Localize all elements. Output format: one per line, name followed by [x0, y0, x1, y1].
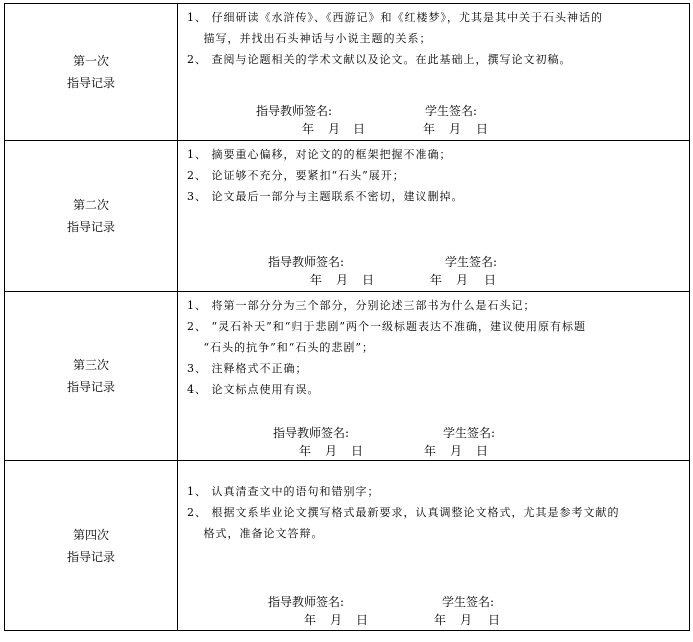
teacher-date-month: 月: [325, 444, 338, 458]
record-label-4: [5, 461, 178, 631]
student-date-day: 日: [476, 444, 489, 458]
record-label-ordinal: 第三次: [72, 358, 109, 372]
record-items-4: [178, 461, 689, 544]
student-signature-label: 学生签名:: [425, 104, 478, 118]
record-label-title: 指导记录: [66, 549, 115, 564]
record-item: 格式，准备论文答辩。: [187, 527, 324, 540]
record-content-3: [178, 292, 690, 461]
teacher-signature-label: 指导教师签名:: [256, 104, 333, 118]
student-date-day: 日: [476, 122, 489, 136]
teacher-date-year: 年: [310, 273, 323, 287]
teacher-date-year: 年: [299, 444, 312, 458]
record-item: 1、 摘要重心偏移，对论文的的框架把握不准确；: [187, 148, 452, 161]
record-item: “石头的抗争”和“石头的悲剧”；: [187, 341, 374, 354]
record-item: 2、 “灵石补天”和“归于悲剧”两个一级标题表达不准确，建议使用原有标题: [187, 320, 586, 333]
record-label-title: 指导记录: [66, 380, 115, 394]
teacher-signature-label: 指导教师签名:: [273, 426, 350, 440]
teacher-date-year: 年: [304, 613, 317, 627]
record-label-2: [5, 141, 178, 292]
record-row-1: [5, 4, 690, 141]
record-content-2: [178, 141, 690, 292]
teacher-date-day: 日: [356, 613, 369, 627]
record-items-3: [178, 292, 689, 400]
record-item: 3、 论文最后一部分与主题联系不密切，建议删掉。: [187, 190, 464, 203]
student-date-month: 月: [456, 273, 469, 287]
record-content-1: [178, 4, 690, 141]
record-item: 描写，并找出石头神话与小说主题的关系；: [187, 32, 432, 45]
student-date-day: 日: [488, 613, 501, 627]
record-label-title: 指导记录: [66, 220, 115, 234]
student-date-month: 月: [460, 613, 473, 627]
signature-block-3: [178, 424, 689, 460]
record-content-4: [178, 461, 690, 631]
teacher-date-day: 日: [351, 444, 364, 458]
guidance-record-table: [4, 3, 690, 631]
signature-block-1: [178, 102, 689, 138]
record-item: 1、 仔细研读《水浒传》、《西游记》和《红楼梦》，尤其是其中关于石头神话的: [187, 11, 603, 24]
student-date-month: 月: [450, 444, 463, 458]
record-label-title: 指导记录: [66, 76, 115, 90]
signature-block-2: [178, 253, 689, 289]
record-row-4: [5, 461, 690, 631]
teacher-date-month: 月: [328, 122, 341, 136]
record-item: 4、 论文标点使用有误。: [187, 383, 320, 396]
record-label-ordinal: 第四次: [72, 527, 109, 542]
record-row-2: [5, 141, 690, 292]
record-item: 1、 将第一部分分为三个部分，分别论述三部书为什么是石头记；: [187, 299, 536, 312]
record-items-2: [178, 141, 689, 207]
teacher-signature-label: 指导教师签名:: [268, 595, 345, 609]
student-date-day: 日: [484, 273, 497, 287]
teacher-date-day: 日: [353, 122, 366, 136]
student-date-year: 年: [430, 273, 443, 287]
record-label-ordinal: 第一次: [72, 54, 109, 68]
record-label-1: [5, 4, 178, 141]
record-items-1: [178, 4, 689, 70]
record-label-3: [5, 292, 178, 461]
record-item: 1、 认真清查文中的语句和错别字；: [187, 485, 380, 498]
teacher-date-year: 年: [302, 122, 315, 136]
record-item: 2、 查阅与论题相关的学术文献以及论文。在此基础上，撰写论文初稿。: [187, 53, 572, 66]
signature-block-4: [178, 593, 689, 629]
teacher-date-day: 日: [362, 273, 375, 287]
record-row-3: [5, 292, 690, 461]
teacher-signature-label: 指导教师签名:: [268, 255, 345, 269]
student-date-month: 月: [449, 122, 462, 136]
teacher-date-month: 月: [330, 613, 343, 627]
student-date-year: 年: [424, 444, 437, 458]
record-label-ordinal: 第二次: [72, 198, 109, 212]
student-signature-label: 学生签名:: [442, 595, 495, 609]
student-date-year: 年: [423, 122, 436, 136]
teacher-date-month: 月: [336, 273, 349, 287]
student-signature-label: 学生签名:: [445, 255, 498, 269]
record-item: 2、 论证够不充分，要紧扣“石头”展开；: [187, 169, 405, 182]
record-item: 2、 根据文系毕业论文撰写格式最新要求，认真调整论文格式，尤其是参考文献的: [187, 506, 620, 519]
student-date-year: 年: [434, 613, 447, 627]
student-signature-label: 学生签名:: [443, 426, 496, 440]
record-item: 3、 注释格式不正确；: [187, 362, 308, 375]
